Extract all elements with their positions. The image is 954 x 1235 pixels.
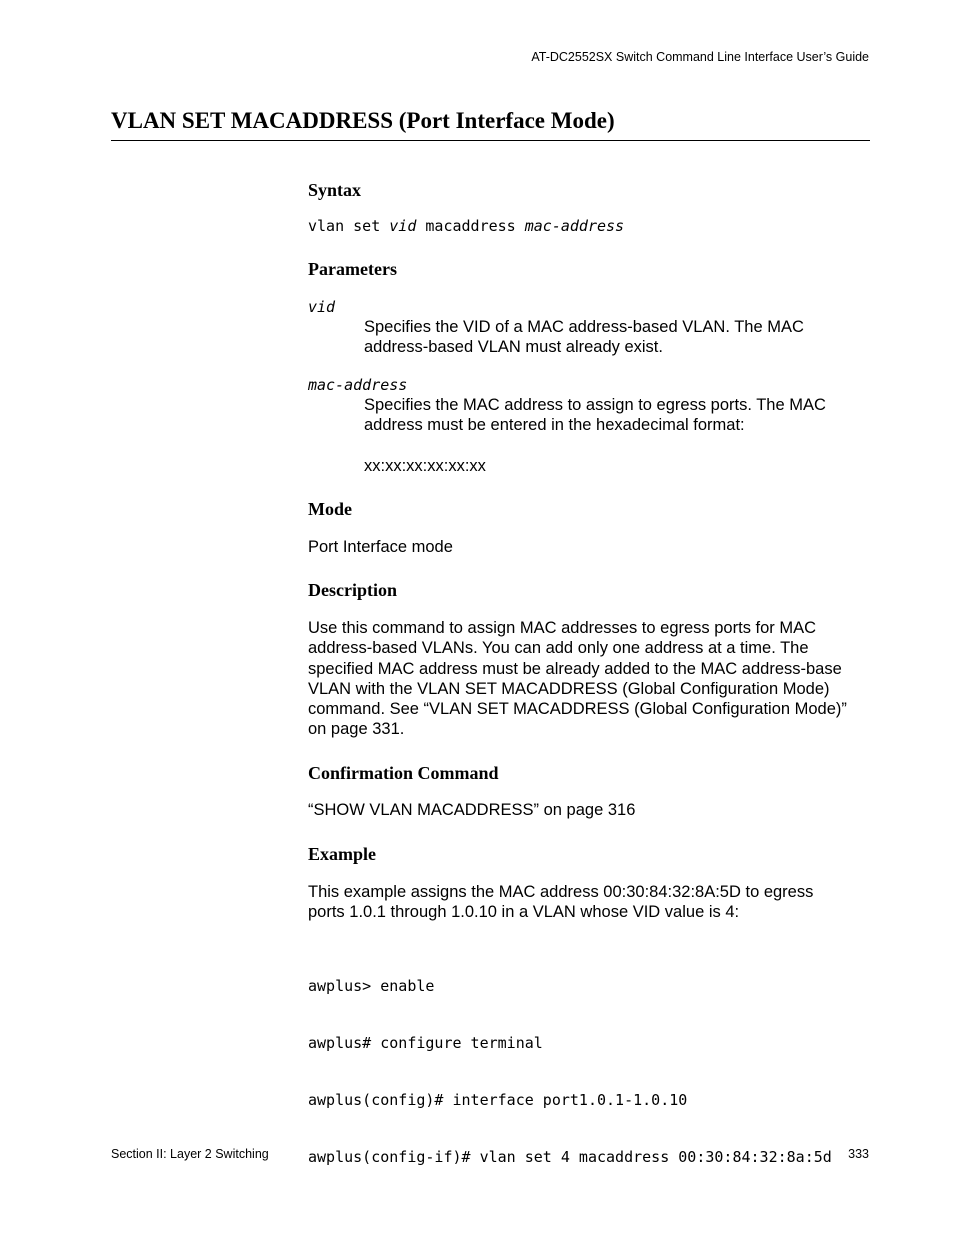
example-code-block xyxy=(308,939,832,1186)
code-line: awplus# configure terminal xyxy=(308,1034,543,1052)
example-heading: Example xyxy=(308,844,377,864)
footer-section: Section II: Layer 2 Switching xyxy=(111,1147,269,1161)
param-desc-line: Specifies the MAC address to assign to egress ports. The MAC xyxy=(364,396,826,414)
description-line: VLAN with the VLAN SET MACADDRESS (Global Configuration Mode) xyxy=(308,679,830,698)
param-desc-line: address-based VLAN must already exist. xyxy=(364,338,663,357)
code-line: awplus(config)# interface port1.0.1-1.0.10 xyxy=(308,1091,688,1109)
page-number: 333 xyxy=(848,1147,869,1161)
param-desc-vid xyxy=(364,317,864,358)
mode-text: Port Interface mode xyxy=(308,538,453,556)
description-line: address-based VLANs. You can add only one address at a time. The xyxy=(308,639,809,658)
param-desc-line: address must be entered in the hexadecimal format: xyxy=(364,416,745,435)
example-line: ports 1.0.1 through 1.0.10 in a VLAN whose VID value is 4: xyxy=(308,903,740,922)
confirmation-heading: Confirmation Command xyxy=(308,763,499,783)
description-text xyxy=(308,618,870,740)
param-desc-mac-address xyxy=(364,395,864,436)
example-text xyxy=(308,882,870,923)
code-line: awplus(config-if)# vlan set 4 macaddress 00:30:84:32:8a:5d xyxy=(308,1148,832,1166)
description-line: on page 331. xyxy=(308,720,405,739)
syntax-cmd-prefix: vlan set xyxy=(308,217,390,235)
description-line: specified MAC address must be already added to the MAC address-base xyxy=(308,659,842,678)
page-title: VLAN SET MACADDRESS (Port Interface Mode) xyxy=(111,108,615,133)
syntax-cmd-mid: macaddress xyxy=(416,217,525,235)
example-line: This example assigns the MAC address 00:30:84:32:8A:5D to egress xyxy=(308,883,814,901)
param-desc-line: Specifies the VID of a MAC address-based VLAN. The MAC xyxy=(364,318,804,336)
param-name-mac-address: mac-address xyxy=(308,376,408,394)
syntax-heading: Syntax xyxy=(308,180,362,200)
param-name-vid: vid xyxy=(308,298,336,316)
syntax-arg-vid: vid xyxy=(389,217,417,235)
syntax-arg-mac-address: mac-address xyxy=(524,217,625,235)
syntax-command xyxy=(308,217,624,235)
mac-format: xx:xx:xx:xx:xx:xx xyxy=(364,457,486,475)
mode-heading: Mode xyxy=(308,499,352,519)
description-line: Use this command to assign MAC addresses to egress ports for MAC xyxy=(308,619,817,637)
confirmation-text: “SHOW VLAN MACADDRESS” on page 316 xyxy=(308,801,636,819)
description-heading: Description xyxy=(308,580,397,600)
title-rule xyxy=(111,140,870,141)
code-line: awplus> enable xyxy=(308,977,435,995)
running-header: AT-DC2552SX Switch Command Line Interface User’s Guide xyxy=(531,50,869,64)
parameters-heading: Parameters xyxy=(308,259,397,279)
description-line: command. See “VLAN SET MACADDRESS (Global Configuration Mode)” xyxy=(308,700,847,719)
